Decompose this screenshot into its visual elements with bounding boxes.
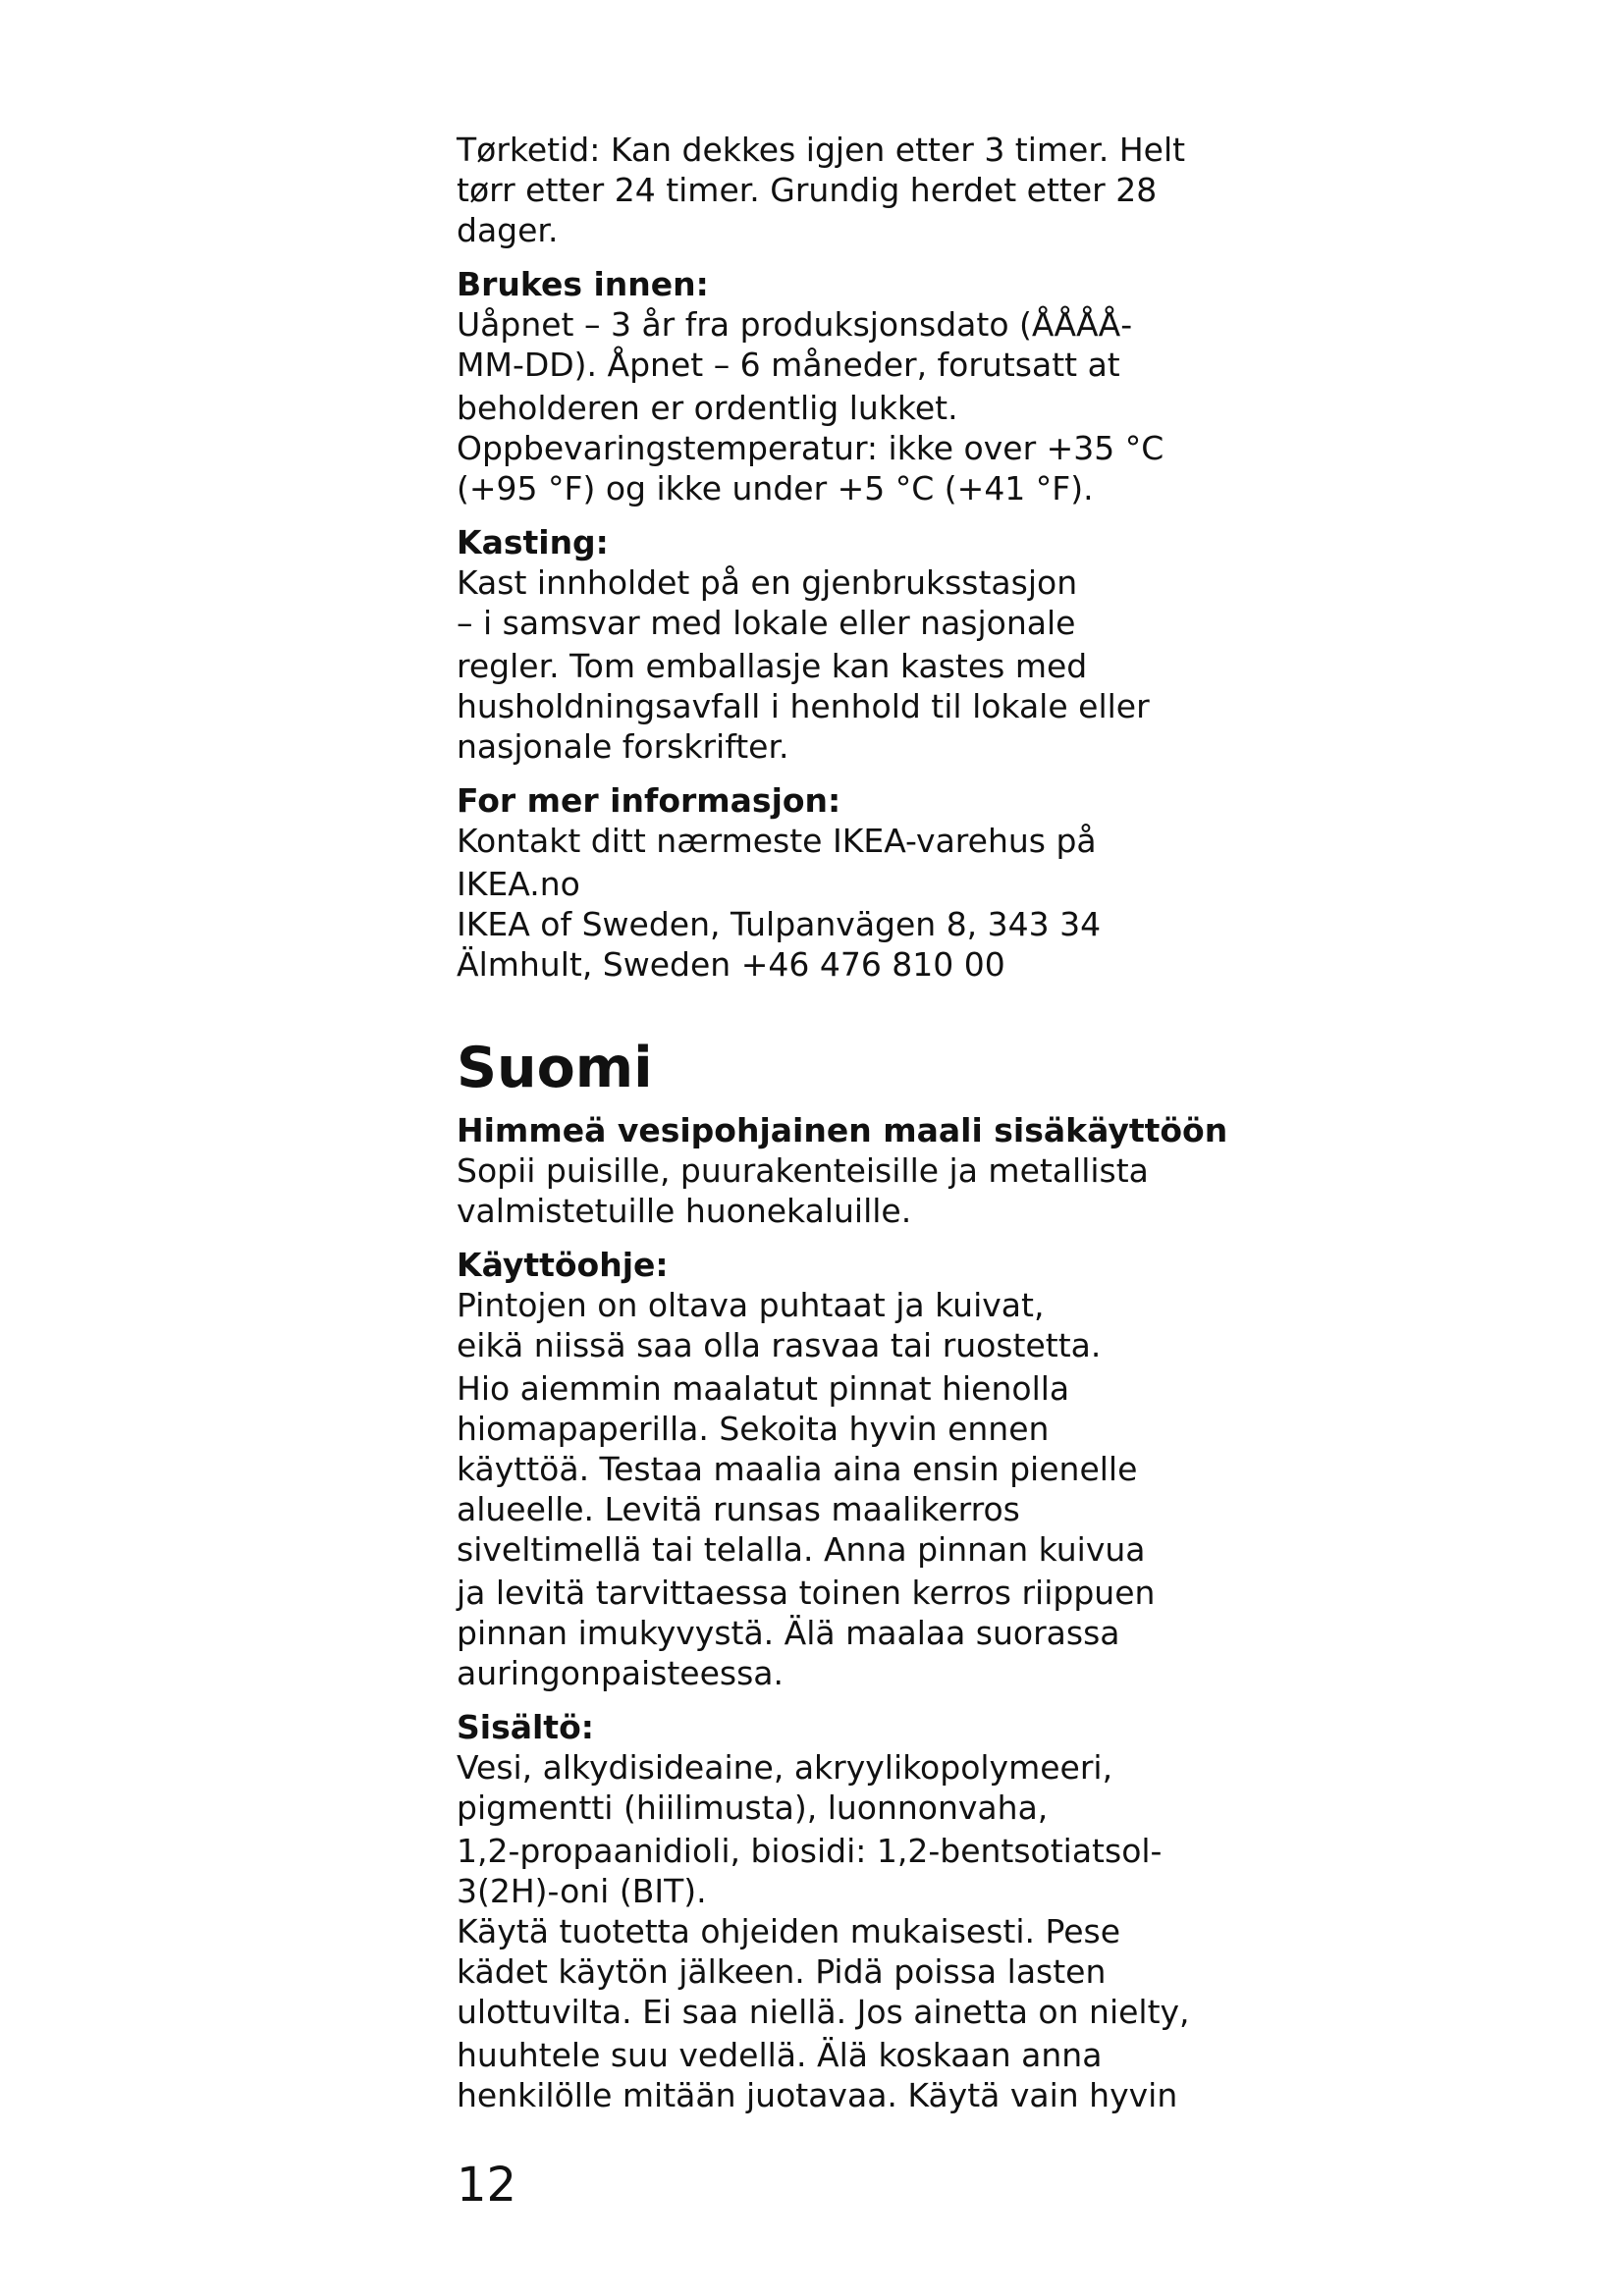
- text-line: Käytä tuotetta ohjeiden mukaisesti. Pese: [457, 1912, 1121, 1950]
- text-line: nasjonale forskrifter.: [457, 727, 789, 766]
- text-column: [457, 130, 1228, 2115]
- use-within-section: [457, 264, 1203, 508]
- text-line: IKEA.no: [457, 865, 580, 903]
- text-line: pinnan imukyvystä. Älä maalaa suorassa: [457, 1614, 1120, 1652]
- text-line: (+95 °F) og ikke under +5 °C (+41 °F).: [457, 469, 1094, 507]
- text-line: Vesi, alkydisideaine, akryylikopolymeeri,: [457, 1748, 1113, 1787]
- text-line: – i samsvar med lokale eller nasjonale: [457, 604, 1076, 642]
- text-line: alueelle. Levitä runsas maalikerros: [457, 1490, 1020, 1528]
- text-line: IKEA of Sweden, Tulpanvägen 8, 343 34: [457, 905, 1102, 943]
- text-line: Tørketid: Kan dekkes igjen etter 3 timer. Helt: [457, 131, 1186, 169]
- disposal-heading: Kasting:: [457, 523, 609, 561]
- text-line: hiomapaperilla. Sekoita hyvin ennen: [457, 1410, 1050, 1448]
- text-line: käyttöä. Testaa maalia aina ensin pienelle: [457, 1450, 1138, 1488]
- contents-section: [457, 1707, 1203, 2115]
- text-line: 3(2H)-oni (BIT).: [457, 1872, 707, 1910]
- contents-heading: Sisältö:: [457, 1708, 594, 1746]
- text-line: Älmhult, Sweden +46 476 810 00: [457, 945, 1005, 984]
- instructions-section: [457, 1245, 1203, 1693]
- text-line: husholdningsavfall i henhold til lokale eller: [457, 687, 1150, 725]
- text-line: auringonpaisteessa.: [457, 1654, 785, 1692]
- use-within-heading: Brukes innen:: [457, 265, 709, 303]
- more-info-section: [457, 780, 1203, 985]
- text-line: eikä niissä saa olla rasvaa tai ruostetta.: [457, 1326, 1102, 1364]
- text-line: Oppbevaringstemperatur: ikke over +35 °C: [457, 429, 1164, 467]
- product-intro-section: [457, 1110, 1228, 1231]
- text-line: Uåpnet – 3 år fra produksjonsdato (ÅÅÅÅ-: [457, 305, 1133, 344]
- drying-time-paragraph: [457, 130, 1203, 250]
- instructions-heading: Käyttöohje:: [457, 1246, 669, 1284]
- text-line: MM-DD). Åpnet – 6 måneder, forutsatt at: [457, 346, 1120, 384]
- disposal-section: [457, 522, 1203, 767]
- text-line: Pintojen on oltava puhtaat ja kuivat,: [457, 1286, 1045, 1324]
- text-line: tørr etter 24 timer. Grundig herdet etter 28: [457, 171, 1158, 209]
- text-line: henkilölle mitään juotavaa. Käytä vain hyvin: [457, 2076, 1178, 2114]
- text-line: pigmentti (hiilimusta), luonnonvaha,: [457, 1789, 1049, 1827]
- text-line: Hio aiemmin maalatut pinnat hienolla: [457, 1369, 1070, 1408]
- text-line: ulottuvilta. Ei saa niellä. Jos ainetta on nielty,: [457, 1993, 1190, 2031]
- language-title: Suomi: [457, 1036, 653, 1100]
- text-line: regler. Tom emballasje kan kastes med: [457, 647, 1088, 685]
- text-line: dager.: [457, 211, 559, 249]
- text-line: 1,2-propaanidioli, biosidi: 1,2-bentsotiatsol-: [457, 1832, 1163, 1870]
- text-line: beholderen er ordentlig lukket.: [457, 389, 958, 427]
- product-title: Himmeä vesipohjainen maali sisäkäyttöön: [457, 1111, 1228, 1149]
- text-line: valmistetuille huonekaluille.: [457, 1192, 912, 1230]
- more-info-heading: For mer informasjon:: [457, 781, 841, 820]
- page-number: 12: [457, 2158, 517, 2213]
- text-line: huuhtele suu vedellä. Älä koskaan anna: [457, 2036, 1103, 2074]
- text-line: kädet käytön jälkeen. Pidä poissa lasten: [457, 1952, 1107, 1991]
- text-line: Sopii puisille, puurakenteisille ja metallista: [457, 1151, 1149, 1190]
- text-line: Kontakt ditt nærmeste IKEA-varehus på: [457, 822, 1097, 860]
- text-line: siveltimellä tai telalla. Anna pinnan kuivua: [457, 1530, 1146, 1569]
- text-line: ja levitä tarvittaessa toinen kerros riippuen: [457, 1574, 1156, 1612]
- text-line: Kast innholdet på en gjenbruksstasjon: [457, 563, 1078, 602]
